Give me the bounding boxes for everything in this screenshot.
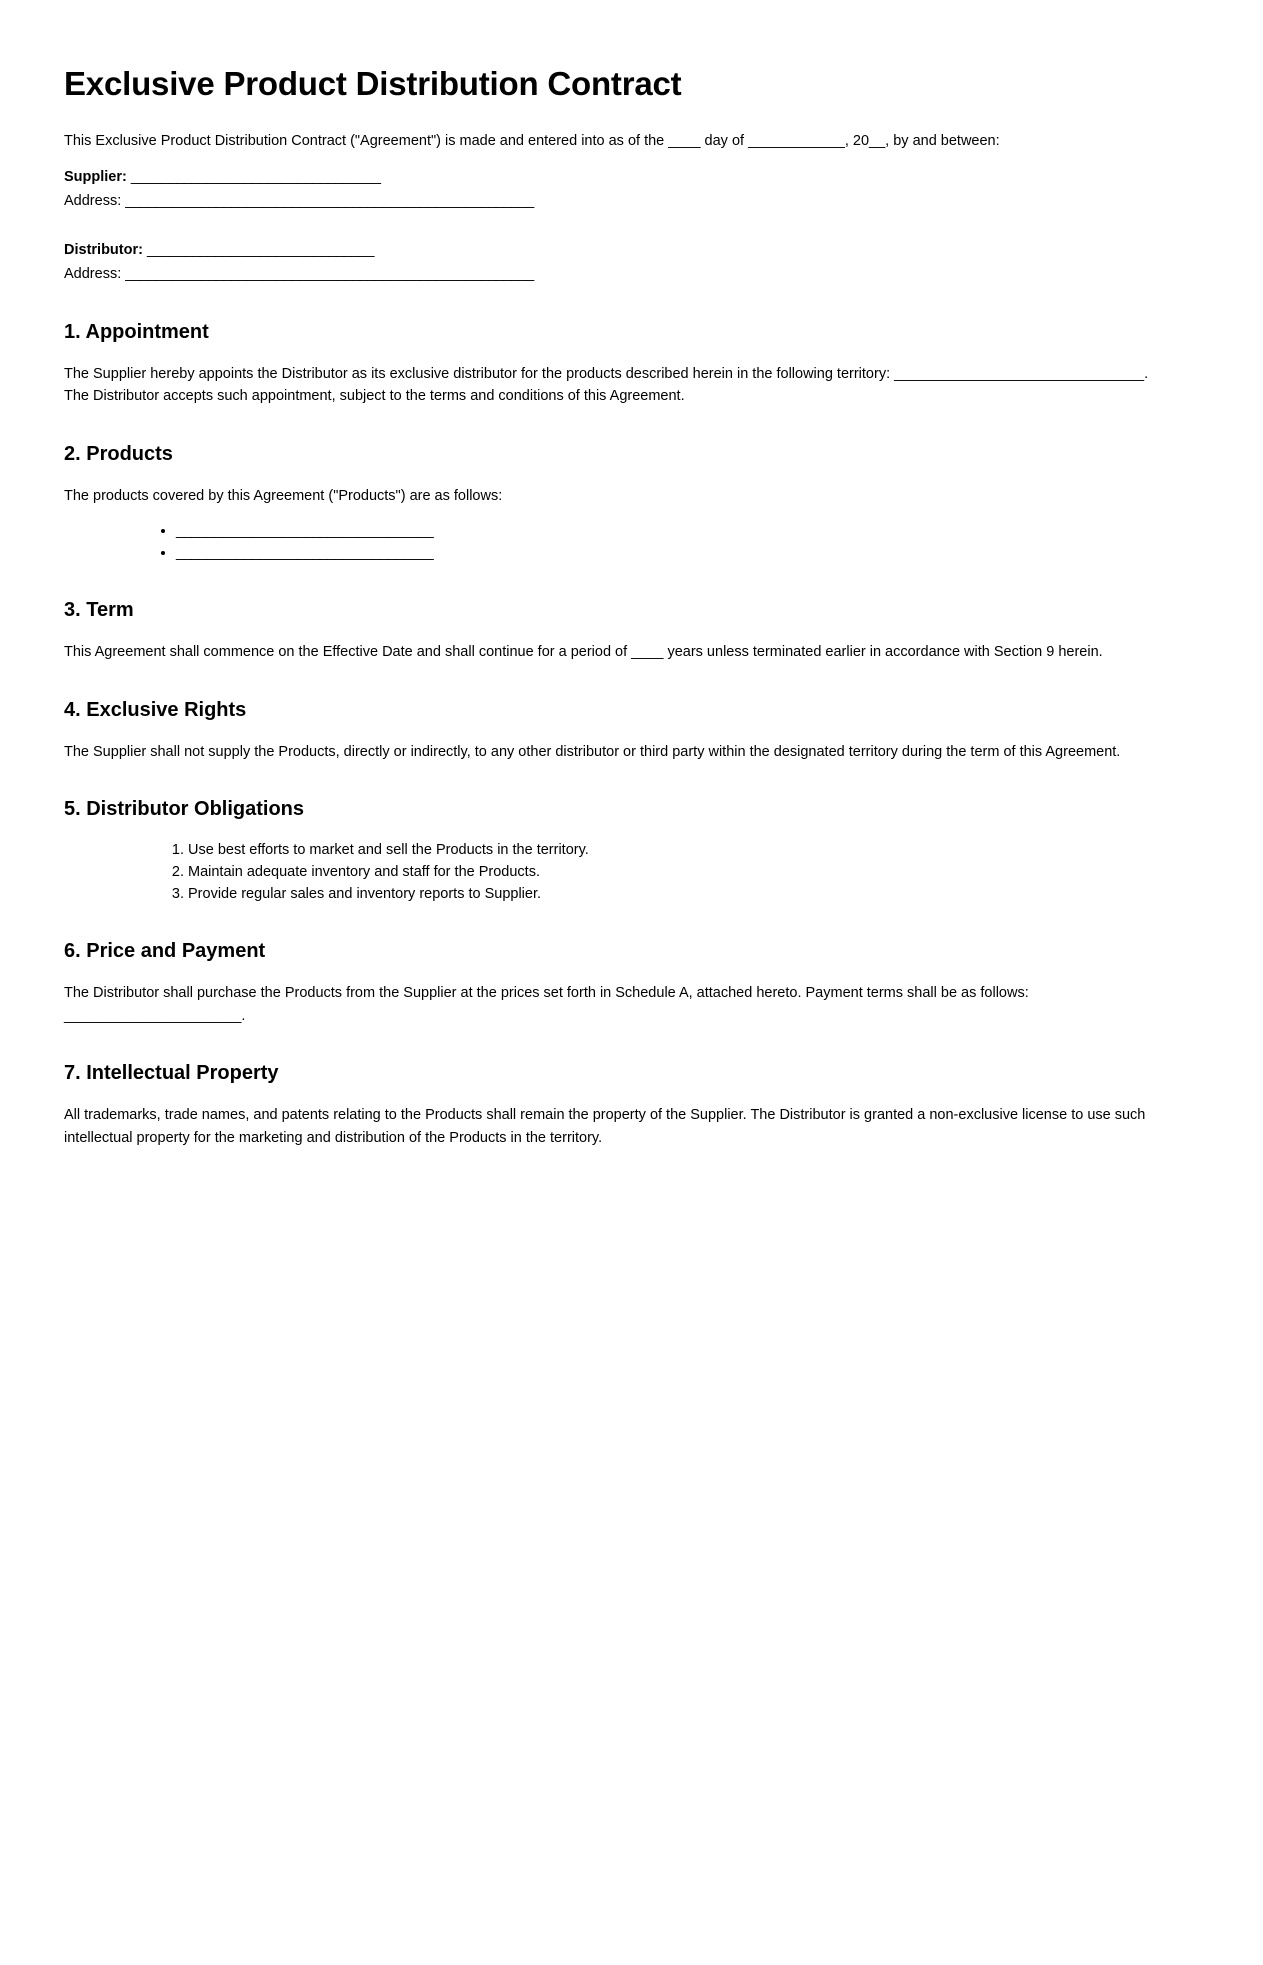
page-title: Exclusive Product Distribution Contract: [64, 65, 682, 102]
section-heading-price-and-payment: 6. Price and Payment: [64, 940, 266, 963]
supplier-label: Supplier:: [64, 169, 127, 186]
supplier-name-line: [64, 166, 1199, 189]
section-body-exclusive-rights: The Supplier shall not supply the Products, directly or indirectly, to any other distributor or third party within the designated territory during the term of this Agreement.: [64, 743, 1121, 760]
section-body-products: The products covered by this Agreement ("Products") are as follows:: [64, 487, 503, 504]
list-item: 3. Provide regular sales and inventory reports to Supplier.: [188, 884, 1199, 905]
list-item: 1. Use best efforts to market and sell the Products in the territory.: [188, 840, 1199, 861]
distributor-address-blank[interactable]: ______________________________________________________: [125, 265, 534, 282]
supplier-address-line: [64, 190, 1199, 213]
supplier-name-blank[interactable]: _________________________________: [130, 169, 381, 186]
product-blank-1[interactable]: __________________________________: [176, 523, 434, 540]
distributor-address-line: [64, 263, 1199, 286]
section-heading-term: 3. Term: [64, 599, 134, 622]
section-heading-products: 2. Products: [64, 442, 173, 465]
section-body-intellectual-property: All trademarks, trade names, and patents relating to the Products shall remain the property of the Supplier. The Distributor is granted a non-exclusive license to use such intellectual property for the marketing and distribution of the Products in the territory.: [64, 1107, 1146, 1146]
section-body-appointment: The Supplier hereby appoints the Distributor as its exclusive distributor for the products described herein in the following territory: _______________________________. The Distributor accepts such appointment, subject to the terms and conditions of this Agreement.: [64, 366, 1149, 405]
distributor-label: Distributor:: [64, 242, 143, 259]
distributor-address-label: Address:: [64, 265, 122, 282]
intro-paragraph: This Exclusive Product Distribution Contract ("Agreement") is made and entered into as of the ____ day of ____________, 20__, by and between:: [64, 132, 1000, 149]
distributor-name-line: [64, 239, 1199, 262]
section-body-term: This Agreement shall commence on the Effective Date and shall continue for a period of ____ years unless terminated earlier in accordance with Section 9 herein.: [64, 644, 1103, 661]
section-heading-appointment: 1. Appointment: [64, 321, 209, 343]
supplier-address-label: Address:: [64, 192, 122, 209]
section-body-price-and-payment: The Distributor shall purchase the Products from the Supplier at the prices set forth in Schedule A, attached hereto. Payment terms shall be as follows: ______________________.: [64, 985, 1029, 1024]
list-item: [176, 543, 1199, 564]
products-bullet-list: [64, 521, 1199, 564]
product-blank-2[interactable]: __________________________________: [176, 545, 434, 562]
supplier-party-block: [64, 166, 1199, 213]
supplier-address-blank[interactable]: ______________________________________________________: [125, 192, 534, 209]
list-item: 2. Maintain adequate inventory and staff for the Products.: [188, 862, 1199, 883]
distributor-obligations-list: [64, 840, 1199, 905]
section-heading-distributor-obligations: 5. Distributor Obligations: [64, 798, 305, 821]
distributor-name-blank[interactable]: ______________________________: [146, 242, 374, 259]
distributor-party-block: [64, 239, 1199, 286]
section-heading-intellectual-property: 7. Intellectual Property: [64, 1062, 279, 1085]
section-heading-exclusive-rights: 4. Exclusive Rights: [64, 698, 247, 721]
list-item: [176, 521, 1199, 542]
